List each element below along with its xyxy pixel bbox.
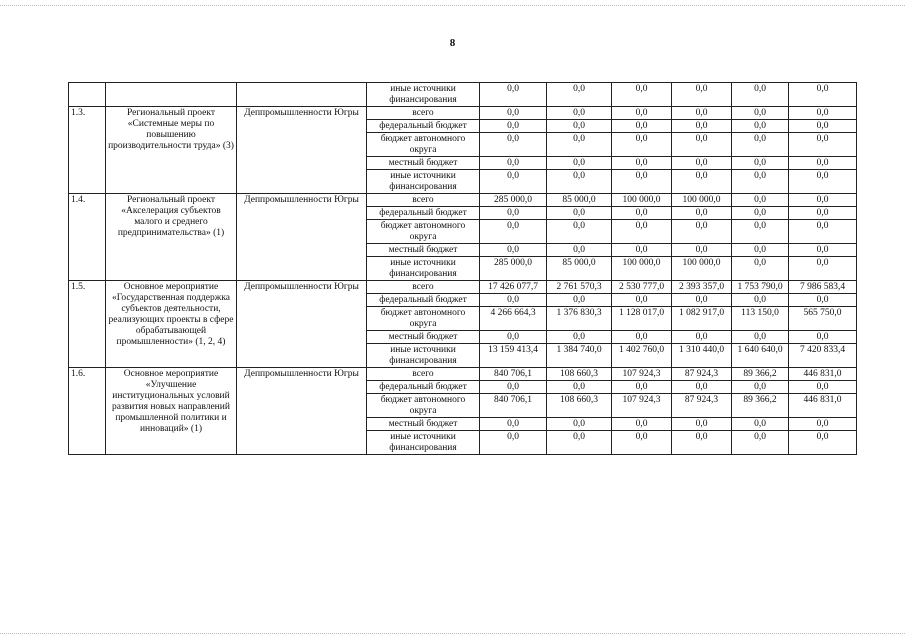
amount-cell: 0,0 <box>480 133 547 157</box>
amount-cell: 1 402 760,0 <box>612 344 672 368</box>
amount-cell: 0,0 <box>789 133 857 157</box>
row-number: 1.5. <box>69 281 106 368</box>
amount-cell: 0,0 <box>789 170 857 194</box>
amount-cell: 100 000,0 <box>612 194 672 207</box>
amount-cell: 0,0 <box>789 157 857 170</box>
amount-cell: 0,0 <box>547 133 612 157</box>
amount-cell: 0,0 <box>480 170 547 194</box>
financing-table-body <box>69 83 857 455</box>
funding-source: всего <box>367 281 480 294</box>
bottom-scan-edge <box>0 633 905 634</box>
amount-cell: 0,0 <box>789 107 857 120</box>
amount-cell: 0,0 <box>480 244 547 257</box>
amount-cell: 0,0 <box>789 220 857 244</box>
amount-cell: 0,0 <box>612 418 672 431</box>
amount-cell: 0,0 <box>547 418 612 431</box>
amount-cell: 2 530 777,0 <box>612 281 672 294</box>
amount-cell: 89 366,2 <box>732 368 789 381</box>
amount-cell: 0,0 <box>480 294 547 307</box>
amount-cell: 0,0 <box>612 294 672 307</box>
amount-cell: 107 924,3 <box>612 368 672 381</box>
amount-cell: 87 924,3 <box>672 394 732 418</box>
row-number: 1.4. <box>69 194 106 281</box>
amount-cell: 107 924,3 <box>612 394 672 418</box>
amount-cell: 0,0 <box>480 220 547 244</box>
amount-cell: 87 924,3 <box>672 368 732 381</box>
table-row <box>69 83 857 107</box>
funding-source: бюджет автономного округа <box>367 307 480 331</box>
measure-name <box>106 83 237 107</box>
amount-cell: 0,0 <box>480 107 547 120</box>
table-row <box>69 107 857 120</box>
amount-cell: 0,0 <box>547 431 612 455</box>
amount-cell: 0,0 <box>672 207 732 220</box>
amount-cell: 1 128 017,0 <box>612 307 672 331</box>
table-row <box>69 194 857 207</box>
amount-cell: 0,0 <box>672 381 732 394</box>
amount-cell: 285 000,0 <box>480 194 547 207</box>
funding-source: иные источники финансирования <box>367 83 480 107</box>
amount-cell: 85 000,0 <box>547 194 612 207</box>
measure-name: Региональный проект «Акселерация субъектов малого и среднего предпринимательства» (1) <box>106 194 237 281</box>
funding-source: местный бюджет <box>367 157 480 170</box>
funding-source: иные источники финансирования <box>367 257 480 281</box>
amount-cell: 0,0 <box>672 418 732 431</box>
row-number: 1.3. <box>69 107 106 194</box>
amount-cell: 0,0 <box>480 120 547 133</box>
amount-cell: 0,0 <box>547 120 612 133</box>
measure-name: Основное мероприятие «Улучшение институциональных условий развития новых направлений промышленной политики и инноваций» (1) <box>106 368 237 455</box>
amount-cell: 0,0 <box>547 157 612 170</box>
amount-cell: 0,0 <box>612 431 672 455</box>
amount-cell: 0,0 <box>789 431 857 455</box>
amount-cell: 4 266 664,3 <box>480 307 547 331</box>
amount-cell: 0,0 <box>732 157 789 170</box>
amount-cell: 100 000,0 <box>672 257 732 281</box>
amount-cell: 0,0 <box>612 107 672 120</box>
amount-cell: 85 000,0 <box>547 257 612 281</box>
amount-cell: 0,0 <box>547 220 612 244</box>
funding-source: федеральный бюджет <box>367 294 480 307</box>
amount-cell: 108 660,3 <box>547 394 612 418</box>
amount-cell: 1 310 440,0 <box>672 344 732 368</box>
financing-table <box>68 82 857 455</box>
amount-cell: 0,0 <box>612 157 672 170</box>
amount-cell: 0,0 <box>547 381 612 394</box>
amount-cell: 0,0 <box>732 107 789 120</box>
funding-source: федеральный бюджет <box>367 381 480 394</box>
amount-cell: 0,0 <box>672 83 732 107</box>
amount-cell: 840 706,1 <box>480 394 547 418</box>
responsible-executor <box>237 83 367 107</box>
amount-cell: 0,0 <box>732 194 789 207</box>
amount-cell: 0,0 <box>480 207 547 220</box>
amount-cell: 0,0 <box>547 294 612 307</box>
funding-source: всего <box>367 368 480 381</box>
amount-cell: 0,0 <box>612 331 672 344</box>
amount-cell: 100 000,0 <box>612 257 672 281</box>
amount-cell: 0,0 <box>612 170 672 194</box>
amount-cell: 0,0 <box>789 120 857 133</box>
funding-source: федеральный бюджет <box>367 120 480 133</box>
amount-cell: 0,0 <box>789 418 857 431</box>
amount-cell: 840 706,1 <box>480 368 547 381</box>
amount-cell: 0,0 <box>612 83 672 107</box>
amount-cell: 0,0 <box>732 381 789 394</box>
funding-source: местный бюджет <box>367 418 480 431</box>
funding-source: всего <box>367 194 480 207</box>
amount-cell: 0,0 <box>789 194 857 207</box>
amount-cell: 89 366,2 <box>732 394 789 418</box>
amount-cell: 0,0 <box>547 244 612 257</box>
measure-name: Основное мероприятие «Государственная поддержка субъектов деятельности, реализующих проекты в сфере обрабатывающей промышленности» (1, 2, 4) <box>106 281 237 368</box>
amount-cell: 0,0 <box>672 431 732 455</box>
funding-source: местный бюджет <box>367 244 480 257</box>
responsible-executor: Деппромышленности Югры <box>237 281 367 368</box>
amount-cell: 0,0 <box>732 120 789 133</box>
amount-cell: 0,0 <box>789 294 857 307</box>
amount-cell: 565 750,0 <box>789 307 857 331</box>
amount-cell: 0,0 <box>612 133 672 157</box>
amount-cell: 1 640 640,0 <box>732 344 789 368</box>
amount-cell: 113 150,0 <box>732 307 789 331</box>
amount-cell: 0,0 <box>732 207 789 220</box>
amount-cell: 0,0 <box>480 157 547 170</box>
amount-cell: 0,0 <box>732 418 789 431</box>
funding-source: бюджет автономного округа <box>367 220 480 244</box>
responsible-executor: Деппромышленности Югры <box>237 194 367 281</box>
measure-name: Региональный проект «Системные меры по повышению производительности труда» (3) <box>106 107 237 194</box>
amount-cell: 1 376 830,3 <box>547 307 612 331</box>
amount-cell: 0,0 <box>732 83 789 107</box>
amount-cell: 0,0 <box>789 244 857 257</box>
amount-cell: 0,0 <box>789 83 857 107</box>
amount-cell: 0,0 <box>732 170 789 194</box>
top-scan-edge <box>0 5 905 6</box>
amount-cell: 108 660,3 <box>547 368 612 381</box>
amount-cell: 0,0 <box>480 331 547 344</box>
amount-cell: 1 384 740,0 <box>547 344 612 368</box>
amount-cell: 0,0 <box>612 120 672 133</box>
amount-cell: 0,0 <box>612 244 672 257</box>
amount-cell: 0,0 <box>547 331 612 344</box>
amount-cell: 0,0 <box>732 220 789 244</box>
amount-cell: 0,0 <box>732 244 789 257</box>
amount-cell: 0,0 <box>789 207 857 220</box>
amount-cell: 100 000,0 <box>672 194 732 207</box>
amount-cell: 0,0 <box>547 107 612 120</box>
funding-source: всего <box>367 107 480 120</box>
responsible-executor: Деппромышленности Югры <box>237 107 367 194</box>
amount-cell: 0,0 <box>732 331 789 344</box>
funding-source: бюджет автономного округа <box>367 394 480 418</box>
amount-cell: 0,0 <box>789 331 857 344</box>
amount-cell: 0,0 <box>672 220 732 244</box>
amount-cell: 0,0 <box>672 133 732 157</box>
amount-cell: 0,0 <box>672 157 732 170</box>
amount-cell: 446 831,0 <box>789 394 857 418</box>
amount-cell: 0,0 <box>672 294 732 307</box>
amount-cell: 0,0 <box>672 244 732 257</box>
amount-cell: 0,0 <box>789 381 857 394</box>
amount-cell: 0,0 <box>672 331 732 344</box>
funding-source: иные источники финансирования <box>367 344 480 368</box>
amount-cell: 0,0 <box>732 133 789 157</box>
amount-cell: 13 159 413,4 <box>480 344 547 368</box>
row-number: 1.6. <box>69 368 106 455</box>
amount-cell: 0,0 <box>732 431 789 455</box>
amount-cell: 17 426 077,7 <box>480 281 547 294</box>
amount-cell: 0,0 <box>732 294 789 307</box>
amount-cell: 0,0 <box>480 83 547 107</box>
amount-cell: 1 082 917,0 <box>672 307 732 331</box>
amount-cell: 0,0 <box>612 220 672 244</box>
amount-cell: 0,0 <box>672 120 732 133</box>
amount-cell: 0,0 <box>547 83 612 107</box>
amount-cell: 2 393 357,0 <box>672 281 732 294</box>
funding-source: иные источники финансирования <box>367 431 480 455</box>
amount-cell: 7 420 833,4 <box>789 344 857 368</box>
funding-source: местный бюджет <box>367 331 480 344</box>
amount-cell: 0,0 <box>480 431 547 455</box>
amount-cell: 7 986 583,4 <box>789 281 857 294</box>
responsible-executor: Деппромышленности Югры <box>237 368 367 455</box>
page-number: 8 <box>449 37 456 49</box>
amount-cell: 0,0 <box>480 418 547 431</box>
amount-cell: 0,0 <box>480 381 547 394</box>
amount-cell: 0,0 <box>672 107 732 120</box>
amount-cell: 0,0 <box>789 257 857 281</box>
amount-cell: 285 000,0 <box>480 257 547 281</box>
funding-source: иные источники финансирования <box>367 170 480 194</box>
amount-cell: 0,0 <box>612 207 672 220</box>
amount-cell: 0,0 <box>612 381 672 394</box>
amount-cell: 1 753 790,0 <box>732 281 789 294</box>
table-row <box>69 281 857 294</box>
table-row <box>69 368 857 381</box>
amount-cell: 446 831,0 <box>789 368 857 381</box>
row-number <box>69 83 106 107</box>
funding-source: бюджет автономного округа <box>367 133 480 157</box>
amount-cell: 0,0 <box>547 170 612 194</box>
amount-cell: 0,0 <box>672 170 732 194</box>
amount-cell: 2 761 570,3 <box>547 281 612 294</box>
amount-cell: 0,0 <box>732 257 789 281</box>
amount-cell: 0,0 <box>547 207 612 220</box>
funding-source: федеральный бюджет <box>367 207 480 220</box>
